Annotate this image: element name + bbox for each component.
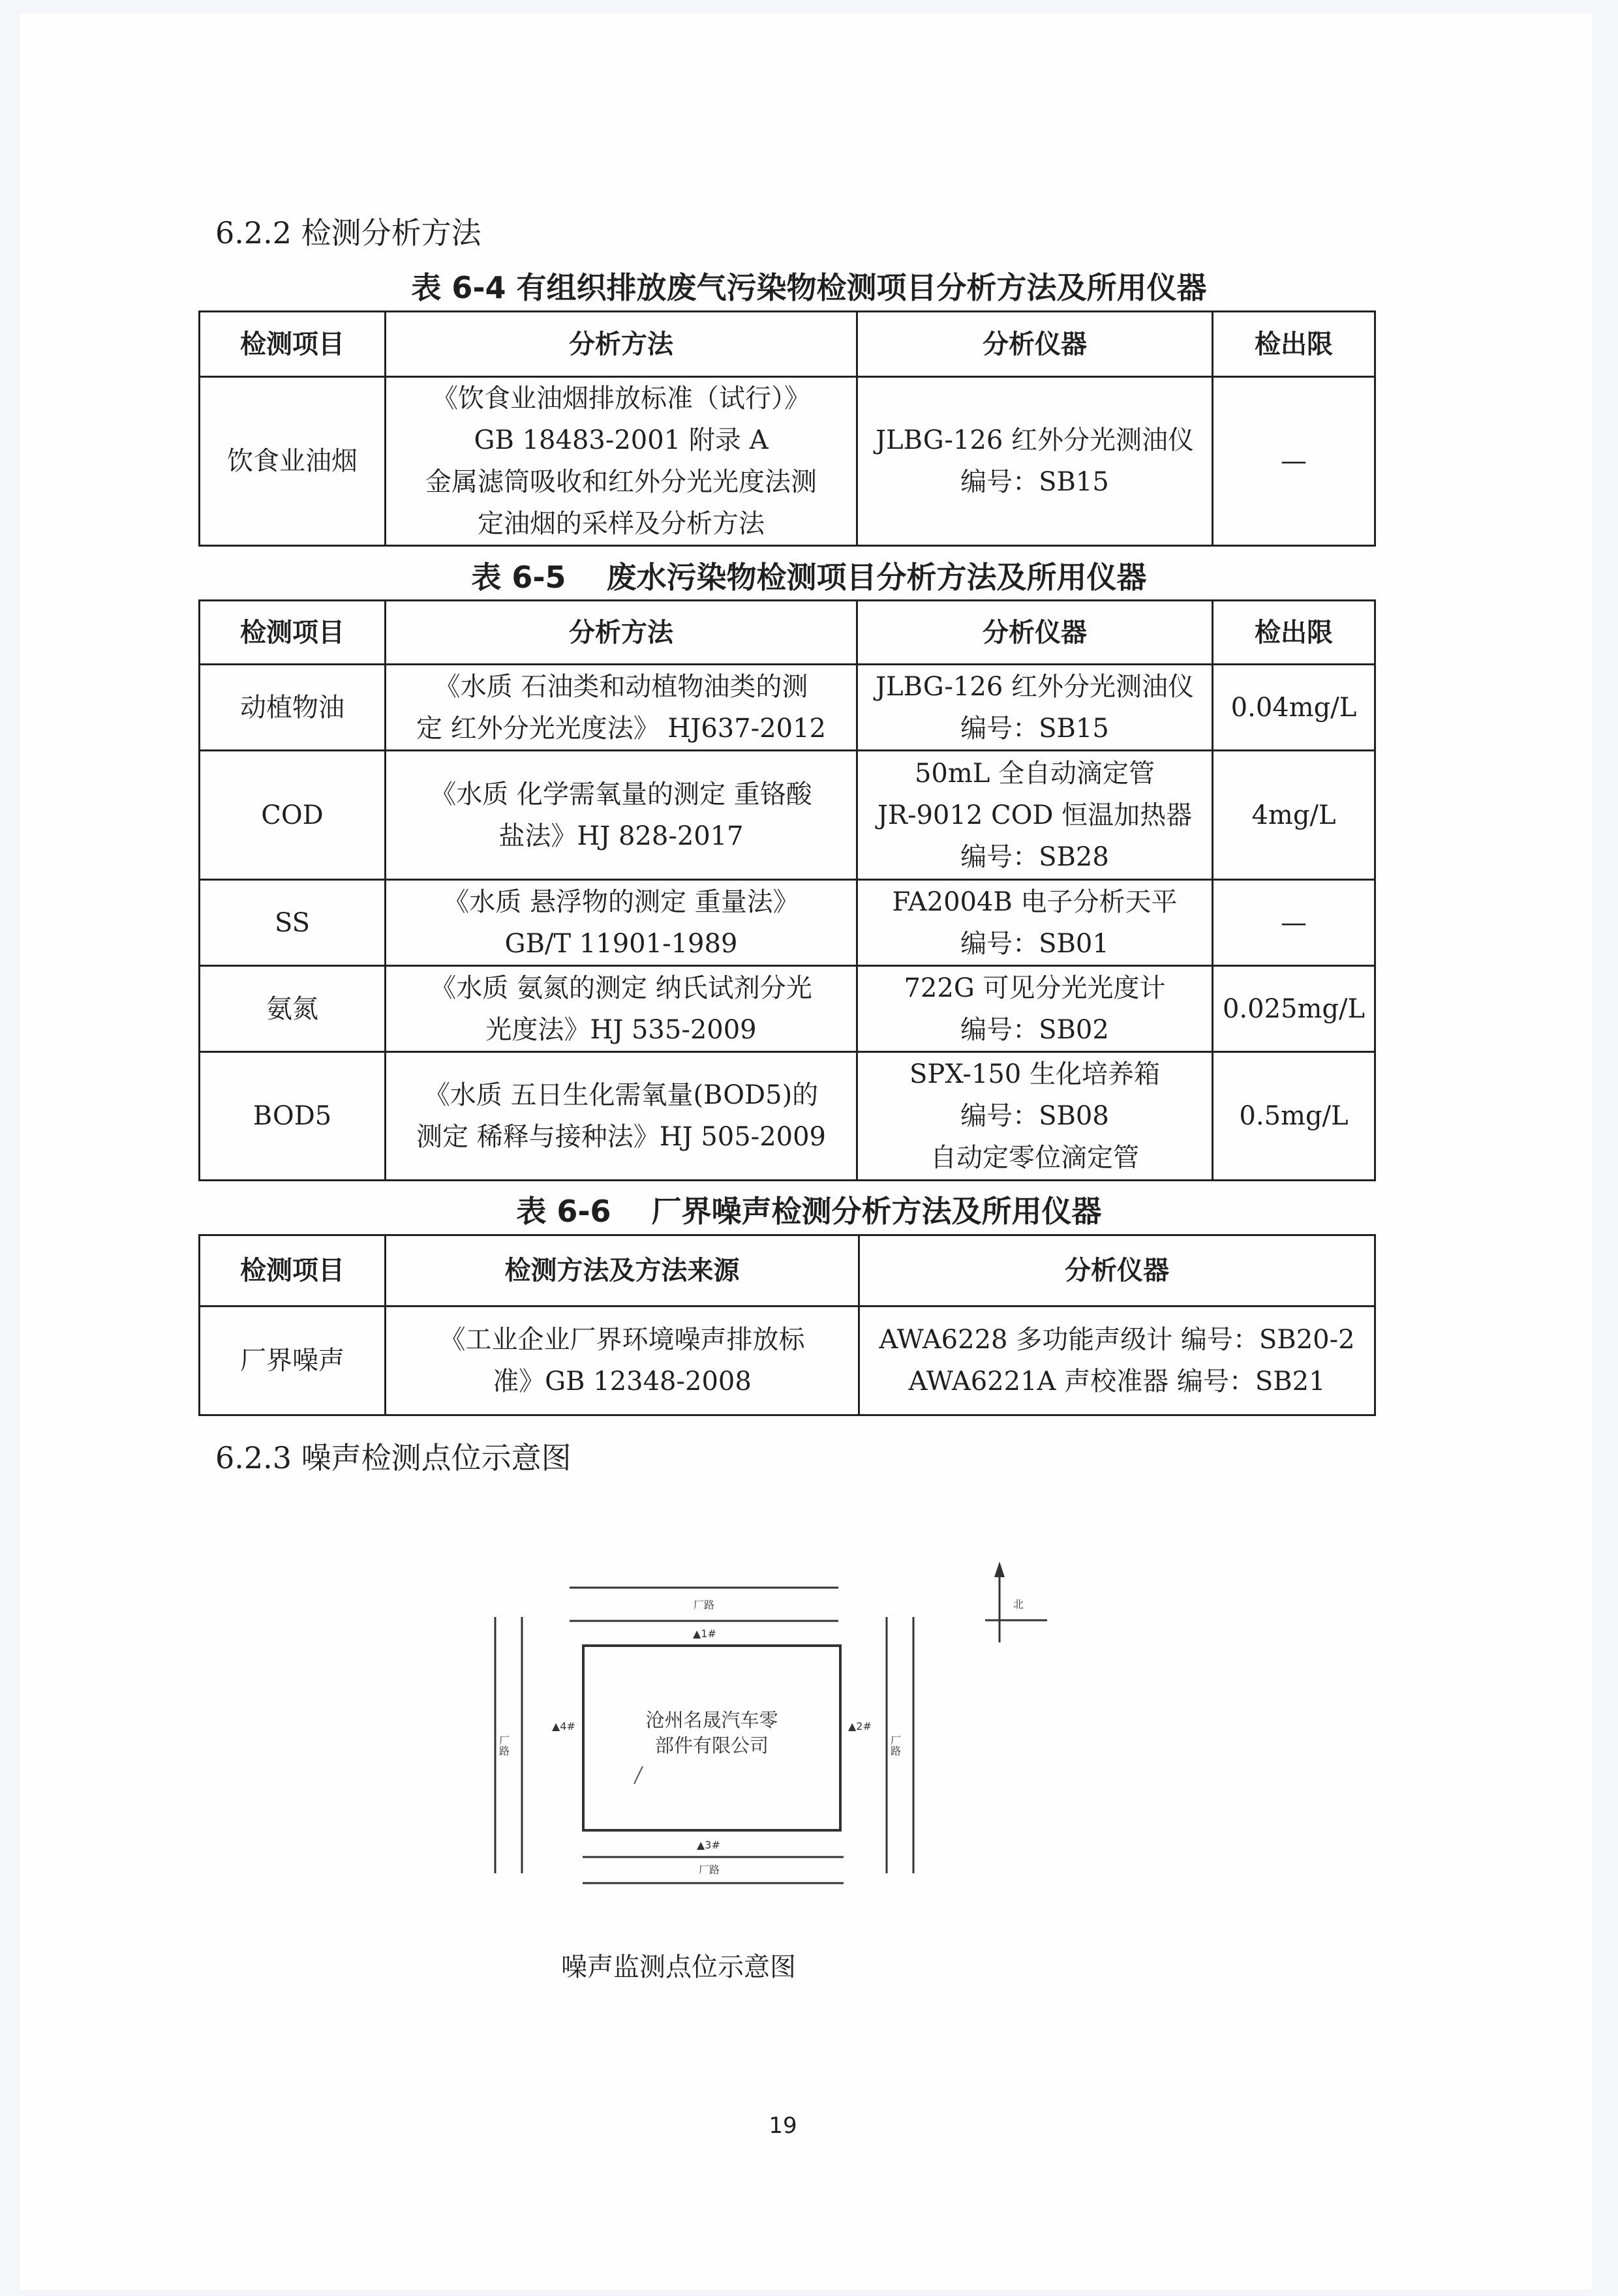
method-line: 《水质 五日生化需氧量(BOD5)的 <box>423 1080 819 1110</box>
method-line: 定油烟的采样及分析方法 <box>478 509 765 539</box>
limit-cell: 0.025mg/L <box>1213 966 1375 1052</box>
instrument-line: SPX-150 生化培养箱 <box>909 1059 1160 1089</box>
north-label: 北 <box>1013 1598 1024 1610</box>
instrument-line: 50mL 全自动滴定管 <box>914 758 1155 789</box>
instrument-line: 编号：SB08 <box>960 1101 1109 1131</box>
method-line: 准》GB 12348-2008 <box>493 1367 752 1397</box>
north-arrow-icon <box>994 1562 1005 1577</box>
instrument-line: 编号：SB02 <box>960 1014 1109 1045</box>
instrument-line: AWA6221A 声校准器 编号：SB21 <box>908 1367 1326 1397</box>
method-line: GB 18483-2001 附录 A <box>474 425 769 455</box>
method-line: 定 红外分光光度法》 HJ637-2012 <box>416 713 826 744</box>
header-cell: 分析方法 <box>386 312 857 377</box>
instrument-line: 编号：SB15 <box>960 713 1109 744</box>
item-cell: 厂界噪声 <box>200 1307 386 1415</box>
header-cell: 检测方法及方法来源 <box>386 1235 859 1307</box>
header-cell: 分析方法 <box>386 601 857 665</box>
instrument-line: 编号：SB28 <box>960 841 1109 872</box>
method-line: 测定 稀释与接种法》HJ 505-2009 <box>416 1122 826 1152</box>
item-cell: BOD5 <box>200 1052 386 1181</box>
header-cell: 检出限 <box>1213 601 1375 665</box>
diagram-caption: 噪声监测点位示意图 <box>561 1952 796 1982</box>
instrument-line: 722G 可见分光光度计 <box>904 973 1166 1003</box>
company-name-line1: 沧州名晟汽车零 <box>645 1709 778 1731</box>
item-cell: SS <box>200 880 386 966</box>
limit-cell: 4mg/L <box>1213 751 1375 880</box>
header-cell: 分析仪器 <box>859 1235 1375 1307</box>
road-label-right: 厂路 <box>889 1735 902 1756</box>
header-cell: 检测项目 <box>200 1235 386 1307</box>
instrument-line: JR-9012 COD 恒温加热器 <box>877 800 1193 830</box>
instrument-line: JLBG-126 红外分光测油仪 <box>875 671 1194 702</box>
monitoring-point-2: ▲2# <box>848 1720 872 1732</box>
header-cell: 检测项目 <box>200 312 386 377</box>
method-line: 金属滤筒吸收和红外分光光度法测 <box>425 467 817 497</box>
instrument-line: 编号：SB15 <box>960 467 1109 497</box>
table-6-4-caption: 表 6-4 有组织排放废气污染物检测项目分析方法及所用仪器 <box>411 270 1207 305</box>
scan-mark <box>634 1766 643 1784</box>
method-line: 《水质 石油类和动植物油类的测 <box>434 671 808 702</box>
method-line: 《饮食业油烟排放标准（试行）》 <box>432 384 810 414</box>
table-6-6-caption: 表 6-6 厂界噪声检测分析方法及所用仪器 <box>516 1194 1102 1229</box>
method-line: GB/T 11901-1989 <box>504 928 738 959</box>
page-number: 19 <box>769 2113 797 2139</box>
header-cell: 检出限 <box>1213 312 1375 377</box>
limit-cell: 0.5mg/L <box>1213 1052 1375 1181</box>
instrument-line: AWA6228 多功能声级计 编号：SB20-2 <box>879 1325 1355 1355</box>
road-label-bottom: 厂路 <box>699 1864 720 1876</box>
road-label-left: 厂路 <box>497 1735 510 1756</box>
instrument-line: 编号：SB01 <box>960 928 1109 959</box>
section-heading-6-2-2: 6.2.2 检测分析方法 <box>215 215 481 250</box>
method-line: 《水质 氨氮的测定 纳氏试剂分光 <box>430 973 812 1003</box>
instrument-line: JLBG-126 红外分光测油仪 <box>875 425 1194 455</box>
header-cell: 分析仪器 <box>857 312 1213 377</box>
monitoring-point-1: ▲1# <box>693 1627 716 1640</box>
section-heading-6-2-3: 6.2.3 噪声检测点位示意图 <box>215 1440 572 1475</box>
header-cell: 检测项目 <box>200 601 386 665</box>
method-line: 《水质 化学需氧量的测定 重铬酸 <box>430 779 812 809</box>
instrument-line: FA2004B 电子分析天平 <box>892 886 1178 917</box>
limit-cell: — <box>1213 377 1375 546</box>
method-line: 盐法》HJ 828-2017 <box>498 821 744 851</box>
method-line: 《工业企业厂界环境噪声排放标 <box>439 1325 805 1355</box>
road-label-top: 厂路 <box>694 1599 715 1611</box>
item-cell: 饮食业油烟 <box>200 377 386 546</box>
header-cell: 分析仪器 <box>857 601 1213 665</box>
limit-cell: — <box>1213 880 1375 966</box>
item-cell: COD <box>200 751 386 880</box>
item-cell: 动植物油 <box>200 665 386 751</box>
monitoring-point-3: ▲3# <box>697 1839 720 1851</box>
limit-cell: 0.04mg/L <box>1213 665 1375 751</box>
method-line: 《水质 悬浮物的测定 重量法》 <box>443 886 799 917</box>
method-line: 光度法》HJ 535-2009 <box>485 1014 757 1045</box>
company-name-line2: 部件有限公司 <box>654 1734 769 1757</box>
table-6-5-caption: 表 6-5 废水污染物检测项目分析方法及所用仪器 <box>471 560 1147 595</box>
item-cell: 氨氮 <box>200 966 386 1052</box>
instrument-line: 自动定零位滴定管 <box>930 1143 1139 1173</box>
monitoring-point-4: ▲4# <box>552 1720 575 1732</box>
